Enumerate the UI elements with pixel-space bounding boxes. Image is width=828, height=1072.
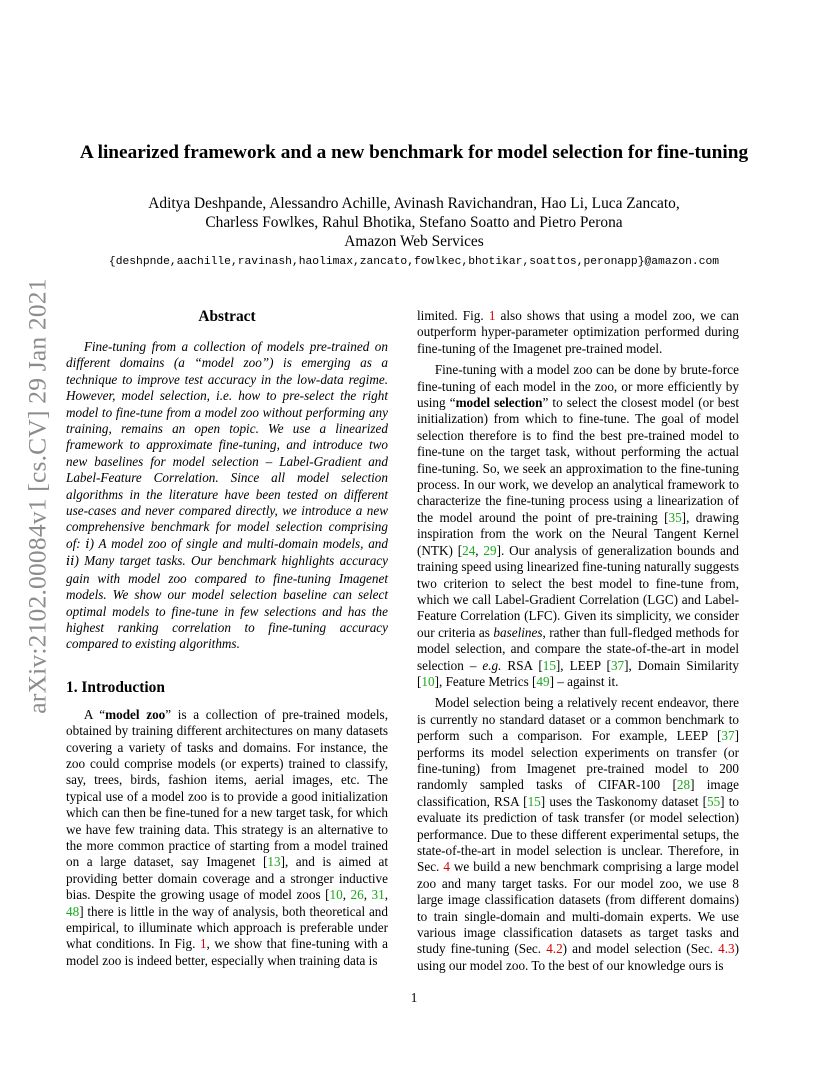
citation-link[interactable]: 26 xyxy=(350,887,364,903)
authors-line-1: Aditya Deshpande, Alessandro Achille, Avinash Ravichandran, Hao Li, Luca Zancato, xyxy=(148,195,680,212)
right-paragraph-1: limited. Fig. 1 also shows that using a model zoo, we can outperform hyper-parameter optimization performed during fine-tuning of the Imagenet pre-trained model. xyxy=(417,308,739,356)
authors-line-2: Charless Fowlkes, Rahul Bhotika, Stefano Soatto and Pietro Perona xyxy=(205,214,623,231)
abstract-body: Fine-tuning from a collection of models pre-trained on different domains (a “model zoo”) is emerging as a technique to improve test accuracy in the low-data regime. However, model selection, i.e. how to pre-select the right model to fine-tune from a model zoo without performing any training, remains an open topic. We use a linearized framework to approximate fine-tuning, and introduce two new baselines for model selection – Label-Gradient and Label-Feature Correlation. Since all model selection algorithms in the literature have been tested on different use-cases and never compared directly, we introduce a new comprehensive benchmark for model selection comprising of: i) A model zoo of single and multi-domain models, and ii) Many target tasks. Our benchmark highlights accuracy gain with model zoo compared to fine-tuning Imagenet models. We show our model selection baseline can select optimal models to fine-tune in few selections and has the highest ranking correlation to fine-tuning accuracy compared to existing algorithms. xyxy=(66,339,388,652)
citation-link[interactable]: 31 xyxy=(371,887,385,903)
citation-link[interactable]: 35 xyxy=(668,509,682,525)
citation-link[interactable]: 10 xyxy=(329,887,343,903)
section-link[interactable]: 4.3 xyxy=(718,941,735,957)
intro-paragraph: A “model zoo” is a collection of pre-trained models, obtained by training different architectures on many datasets covering a variety of tasks and domains. For instance, the zoo could comprise models (or experts) trained to classify, say, trees, birds, fashion items, aerial images, etc. The typical use of a model zoo is to provide a good initialization which can then be fine-tuned for a new target task, for which we have few training data. This strategy is an alternative to the more common practice of starting from a model trained on a large dataset, say Imagenet [13], and is aimed at providing better domain coverage and a stronger inductive bias. Despite the growing usage of model zoos [10, 26, 31, 48] there is little in the way of analysis, both theoretical and empirical, to illuminate which approach is preferable under what conditions. In Fig. 1, we show that fine-tuning with a model zoo is indeed better, especially when training data is xyxy=(66,706,389,968)
citation-link[interactable]: 24 xyxy=(462,542,476,558)
math-i: i xyxy=(85,536,90,552)
bold-model-selection: model selection xyxy=(455,395,543,411)
citation-link[interactable]: 13 xyxy=(267,854,281,870)
italic-eg: e.g. xyxy=(482,657,502,673)
abstract-heading: Abstract xyxy=(198,308,256,325)
citation-link[interactable]: 15 xyxy=(527,793,541,809)
left-column xyxy=(66,308,388,969)
figure-link[interactable]: 1 xyxy=(488,308,496,323)
introduction-heading: 1. Introduction xyxy=(66,678,165,696)
citation-link[interactable]: 28 xyxy=(676,777,691,793)
citation-link[interactable]: 29 xyxy=(483,542,497,558)
figure-link[interactable]: 1 xyxy=(199,936,207,952)
bold-model-zoo: model zoo xyxy=(105,706,166,722)
italic-baselines: baselines xyxy=(493,624,543,640)
right-paragraph-3: Model selection being a relatively recent endeavor, there is currently no standard dataset or a common benchmark to perform such a comparison. For example, LEEP [37] performs its model selection experiments on transfer (or fine-tuning) from Imagenet pre-trained model to 200 randomly sampled tasks of CIFAR-100 [28] image classification, RSA [15] uses the Taskonomy dataset [55] to evaluate its prediction of task transfer (or model selection) performance. Due to these different experimental setups, the state-of-the-art in model selection is unclear. Therefore, in Sec. 4 we build a new benchmark comprising a large model zoo and many target tasks. For our model zoo, we use 8 large image classification datasets (from different domains) to train single-domain and multi-domain experts. We use various image classification datasets as target tasks and study fine-tuning (Sec. 4.2) and model selection (Sec. 4.3) using our model zoo. To the best of our knowledge ours is xyxy=(417,695,740,973)
section-link[interactable]: 4 xyxy=(443,859,450,875)
right-column xyxy=(417,308,739,974)
arxiv-sidebar xyxy=(18,278,58,714)
citation-link[interactable]: 10 xyxy=(421,673,435,689)
citation-link[interactable]: 37 xyxy=(721,728,735,744)
right-paragraph-2: Fine-tuning with a model zoo can be done by brute-force fine-tuning of each model in the zoo, or more efficiently by using “model selection” to select the closest model (or best initialization) from which to fine-tune. The goal of model selection therefore is to find the best pre-trained model to fine-tune on the target task, without performing the actual fine-tuning. So, we seek an approximation to the fine-tuning process. In our work, we develop an analytical framework to characterize the fine-tuning process using a linearization of the model around the point of pre-training [35], drawing inspiration from the work on the Neural Tangent Kernel (NTK) [24, 29]. Our analysis of generalization bounds and training speed using linearized fine-tuning naturally suggests two criterion to select the best model to fine-tune from, which we call Label-Gradient Correlation (LGC) and Label-Feature Correlation (LFC). Given its simplicity, we consider our criteria as baselines, rather than full-fledged methods for model selection, and compare the state-of-the-art in model selection – e.g. RSA [15], LEEP [37], Domain Similarity [10], Feature Metrics [49] – against it. xyxy=(417,362,740,689)
section-link[interactable]: 4.2 xyxy=(546,941,563,957)
citation-link[interactable]: 49 xyxy=(536,673,550,689)
author-block xyxy=(40,194,788,251)
author-emails: {deshpnde,aachille,ravinash,haolimax,zancato,fowlkec,bhotikar,soattos,peronapp}@amazon.com xyxy=(108,256,720,268)
paper-title: A linearized framework and a new benchmark for model selection for fine-tuning xyxy=(79,142,749,163)
citation-link[interactable]: 48 xyxy=(66,903,80,919)
affiliation: Amazon Web Services xyxy=(344,233,484,250)
arxiv-identifier: arXiv:2102.00084v1 [cs.CV] 29 Jan 2021 xyxy=(23,278,53,714)
math-ii: ii xyxy=(66,554,75,570)
citation-link[interactable]: 55 xyxy=(706,793,721,809)
page-number: 1 xyxy=(410,990,418,1005)
citation-link[interactable]: 15 xyxy=(542,657,556,673)
citation-link[interactable]: 37 xyxy=(610,657,625,673)
